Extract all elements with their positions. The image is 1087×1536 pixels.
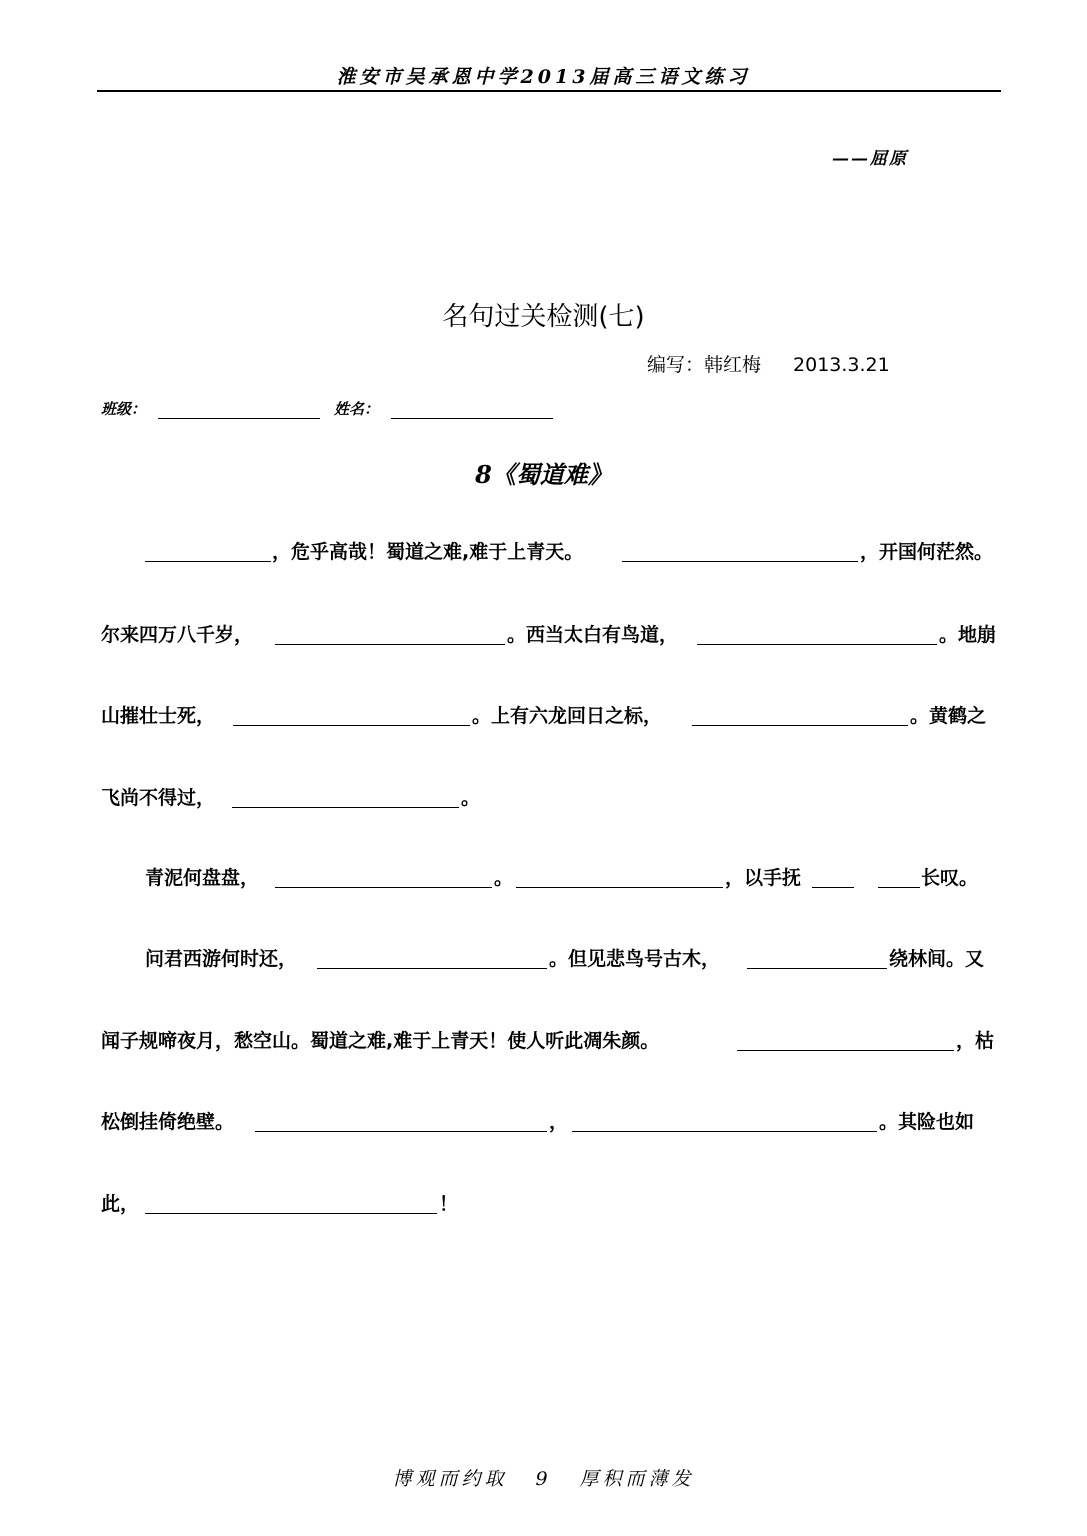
page-header: 淮安市吴承恩中学2013届高三语文练习: [336, 66, 751, 88]
text-segment: 。上有六龙回日之标，: [472, 705, 663, 727]
answer-blank[interactable]: [747, 968, 887, 969]
date: 2013.3.21: [793, 354, 890, 376]
text-segment: 。: [494, 867, 514, 889]
author-line: [647, 350, 890, 377]
page-footer: [0, 1464, 1087, 1491]
footer-motto-right: 厚积而薄发: [579, 1468, 695, 1490]
text-segment: 山摧壮士死，: [101, 705, 216, 727]
text-segment: ，枯: [956, 1030, 995, 1052]
answer-blank[interactable]: [572, 1131, 877, 1132]
answer-blank[interactable]: [878, 887, 920, 888]
text-segment: 。西当太白有鸟道，: [507, 624, 679, 646]
text-segment: 问君西游何时还，: [145, 948, 298, 970]
answer-blank[interactable]: [145, 1213, 437, 1214]
quote-attribution: ——屈原: [832, 149, 908, 169]
text-segment: ！: [439, 1193, 459, 1215]
name-label: 姓名：: [334, 400, 380, 418]
header-rule: [97, 90, 1001, 92]
answer-blank[interactable]: [516, 887, 723, 888]
class-field[interactable]: [158, 402, 320, 419]
text-segment: ，以手抚: [725, 867, 802, 889]
text-segment: ，危乎高哉！蜀道之难,难于上青天。: [272, 541, 584, 563]
text-segment: 长叹。: [921, 867, 979, 889]
text-segment: 尔来四万八千岁，: [101, 624, 254, 646]
text-segment: 。但见悲鸟号古木，: [549, 948, 721, 970]
text-segment: 闻子规啼夜月，愁空山。蜀道之难,难于上青天！使人听此凋朱颜。: [101, 1030, 660, 1052]
text-segment: 。: [461, 787, 481, 809]
answer-blank[interactable]: [692, 725, 908, 726]
student-info-row: [101, 398, 553, 419]
text-segment: ，开国何茫然。: [860, 541, 994, 563]
class-label: 班级：: [101, 400, 147, 418]
answer-blank[interactable]: [275, 887, 492, 888]
name-field[interactable]: [391, 402, 553, 419]
author: 编写：韩红梅: [647, 354, 762, 376]
document-title: 名句过关检测(七): [442, 302, 645, 332]
answer-blank[interactable]: [275, 644, 505, 645]
page-number: 9: [535, 1468, 552, 1490]
text-segment: 松倒挂倚绝壁。: [101, 1111, 235, 1133]
footer-motto-left: 博观而约取: [392, 1468, 508, 1490]
answer-blank[interactable]: [622, 561, 858, 562]
section-title: 8《蜀道难》: [475, 460, 612, 489]
text-segment: ，: [549, 1111, 569, 1133]
answer-blank[interactable]: [232, 807, 459, 808]
text-segment: 。地崩: [939, 624, 997, 646]
answer-blank[interactable]: [697, 644, 937, 645]
answer-blank[interactable]: [812, 887, 854, 888]
answer-blank[interactable]: [317, 968, 547, 969]
answer-blank[interactable]: [233, 725, 470, 726]
answer-blank[interactable]: [255, 1131, 547, 1132]
text-segment: 绕林间。又: [889, 948, 985, 970]
answer-blank[interactable]: [737, 1050, 954, 1051]
text-segment: 。黄鹤之: [910, 705, 987, 727]
answer-blank[interactable]: [145, 561, 271, 562]
text-segment: 。其险也如: [879, 1111, 975, 1133]
text-segment: 此，: [101, 1193, 140, 1215]
text-segment: 青泥何盘盘，: [145, 867, 260, 889]
text-segment: 飞尚不得过，: [101, 787, 216, 809]
